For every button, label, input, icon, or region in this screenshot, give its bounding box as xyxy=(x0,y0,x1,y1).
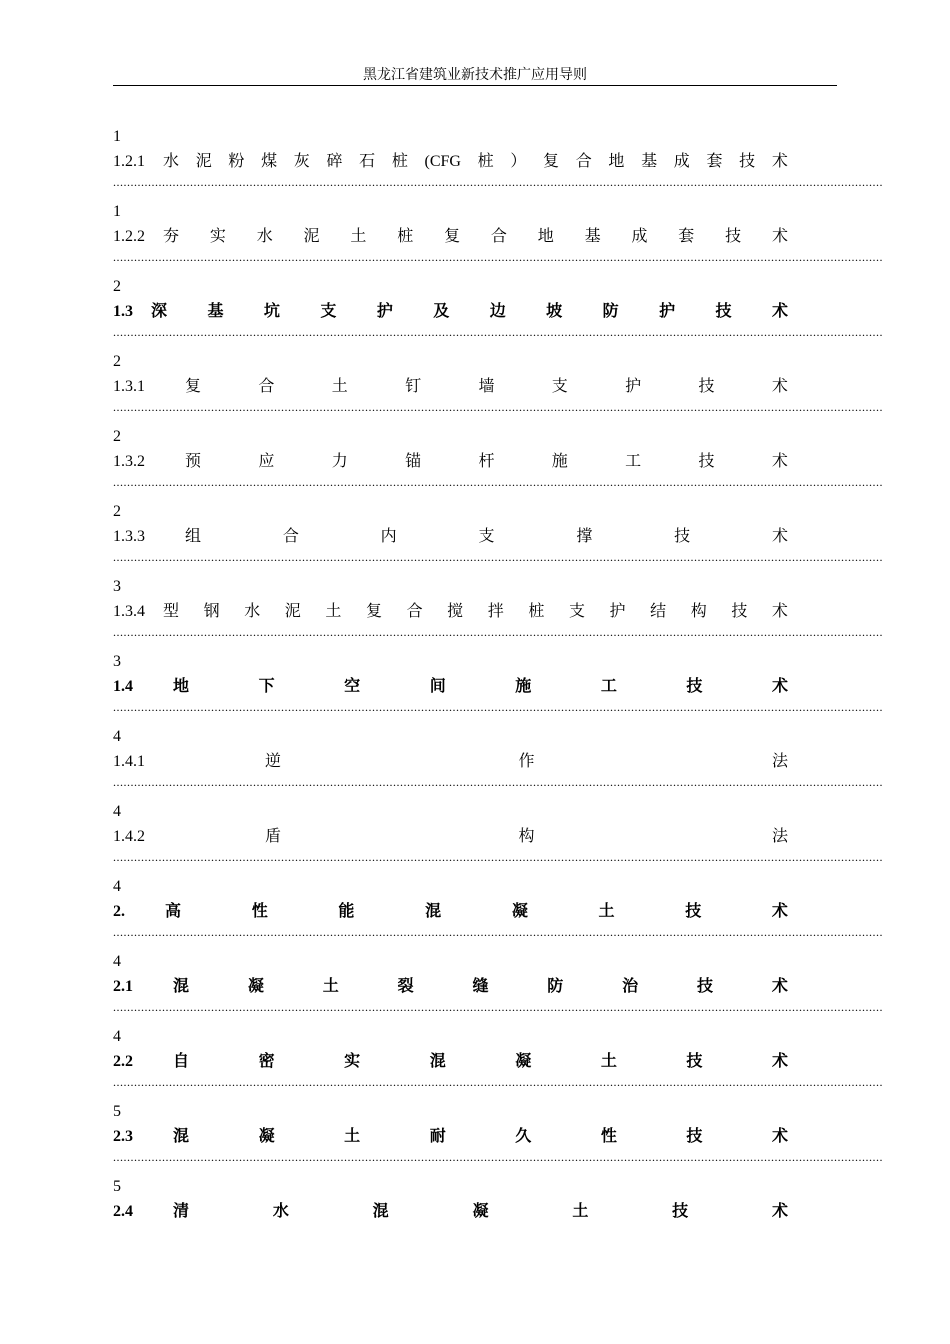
toc-title-char: 水 xyxy=(244,603,261,620)
toc-title-char: 墙 xyxy=(478,378,495,395)
toc-section-number: 2.3 xyxy=(113,1128,133,1145)
toc-title-char: 实 xyxy=(209,228,226,245)
toc-title-line xyxy=(113,1051,788,1073)
toc-entry[interactable] xyxy=(113,352,883,427)
toc-title-char: 钢 xyxy=(203,603,220,620)
toc-entry[interactable] xyxy=(113,952,883,1027)
toc-title-char: 术 xyxy=(771,528,788,545)
toc-leader-dots: ............................................................................................................................................................................................................................ xyxy=(113,850,883,864)
toc-title-line xyxy=(113,151,788,173)
toc-title-char: (CFG xyxy=(424,153,461,170)
toc-page-number: 5 xyxy=(113,1103,121,1120)
toc-title-char: 水 xyxy=(256,228,273,245)
toc-title-char: 应 xyxy=(258,453,275,470)
toc-title-char: 土 xyxy=(344,1128,361,1145)
toc-leader-dots: ............................................................................................................................................................................................................................ xyxy=(113,175,883,189)
toc-title-line xyxy=(113,976,788,998)
toc-title-char: 技 xyxy=(686,678,703,695)
toc-leader-dots: ............................................................................................................................................................................................................................ xyxy=(113,400,883,414)
toc-section-title xyxy=(133,1126,788,1148)
toc-title-line xyxy=(113,826,788,848)
toc-section-title xyxy=(133,676,788,698)
toc-leader-dots: ............................................................................................................................................................................................................................ xyxy=(113,1075,883,1089)
toc-leader-dots: ............................................................................................................................................................................................................................ xyxy=(113,775,883,789)
toc-title-char: 搅 xyxy=(447,603,464,620)
toc-title-char: 泥 xyxy=(195,153,212,170)
toc-title-char: 工 xyxy=(600,678,617,695)
toc-title-char: 凝 xyxy=(515,1053,532,1070)
toc-title-char: 水 xyxy=(272,1203,289,1220)
toc-title-char: 基 xyxy=(207,303,224,320)
toc-page-number: 1 xyxy=(113,203,121,220)
toc-title-char: 技 xyxy=(715,303,732,320)
toc-entry[interactable] xyxy=(113,1102,883,1177)
toc-title-char: 久 xyxy=(515,1128,532,1145)
toc-title-char: 术 xyxy=(771,978,788,995)
toc-title-line xyxy=(113,1201,788,1223)
toc-title-char: 构 xyxy=(690,603,707,620)
toc-title-char: 桩 xyxy=(397,228,414,245)
toc-title-line xyxy=(113,1126,788,1148)
toc-title-char: 清 xyxy=(173,1203,190,1220)
toc-title-char: 合 xyxy=(406,603,423,620)
toc-title-char: 石 xyxy=(359,153,376,170)
toc-title-char: 施 xyxy=(551,453,568,470)
toc-title-char: 耐 xyxy=(429,1128,446,1145)
toc-title-char: 泥 xyxy=(303,228,320,245)
toc-title-char: 支 xyxy=(551,378,568,395)
toc-section-number: 2.4 xyxy=(113,1203,133,1220)
toc-leader-dots: ............................................................................................................................................................................................................................ xyxy=(113,1150,883,1164)
toc-title-char: 逆 xyxy=(265,753,282,770)
toc-title-char: 水 xyxy=(163,153,180,170)
toc-leader-dots: ............................................................................................................................................................................................................................ xyxy=(113,1000,883,1014)
toc-title-char: 技 xyxy=(725,228,742,245)
toc-title-char: 锚 xyxy=(405,453,422,470)
toc-title-char: 术 xyxy=(771,603,788,620)
toc-section-number: 2.2 xyxy=(113,1053,133,1070)
toc-title-char: 间 xyxy=(429,678,446,695)
toc-title-char: 桩 xyxy=(477,153,494,170)
toc-entry[interactable] xyxy=(113,877,883,952)
toc-title-char: 盾 xyxy=(265,828,282,845)
toc-section-title xyxy=(133,1051,788,1073)
toc-title-line xyxy=(113,526,788,548)
toc-title-char: 坡 xyxy=(546,303,563,320)
toc-title-char: 深 xyxy=(151,303,168,320)
toc-title-line xyxy=(113,601,788,623)
toc-title-char: 能 xyxy=(338,903,355,920)
toc-title-char: 术 xyxy=(771,903,788,920)
toc-title-line xyxy=(113,676,788,698)
toc-title-char: 空 xyxy=(344,678,361,695)
toc-entry[interactable] xyxy=(113,1027,883,1102)
toc-entry[interactable] xyxy=(113,802,883,877)
toc-title-char: 术 xyxy=(771,1128,788,1145)
toc-title-char: 护 xyxy=(609,603,626,620)
toc-title-char: 复 xyxy=(543,153,560,170)
toc-title-char: 术 xyxy=(771,153,788,170)
toc-title-char: 泥 xyxy=(284,603,301,620)
toc-title-char: 混 xyxy=(173,1128,190,1145)
toc-entry[interactable] xyxy=(113,577,883,652)
toc-section-title xyxy=(145,526,788,548)
toc-title-char: 及 xyxy=(433,303,450,320)
toc-entry[interactable] xyxy=(113,202,883,277)
toc-page-number: 3 xyxy=(113,578,121,595)
toc-page-number: 2 xyxy=(113,353,121,370)
toc-section-title xyxy=(133,301,788,323)
toc-entry[interactable] xyxy=(113,1177,788,1237)
toc-title-char: 夯 xyxy=(163,228,180,245)
toc-page-number: 4 xyxy=(113,803,121,820)
toc-section-title xyxy=(145,601,788,623)
toc-title-char: 技 xyxy=(672,1203,689,1220)
toc-entry[interactable] xyxy=(113,277,883,352)
toc-title-char: 法 xyxy=(771,828,788,845)
toc-leader-dots: ............................................................................................................................................................................................................................ xyxy=(113,475,883,489)
toc-section-title xyxy=(145,226,788,248)
toc-section-number: 1.4.2 xyxy=(113,828,145,845)
toc-section-title xyxy=(145,826,788,848)
toc-page-number: 4 xyxy=(113,1028,121,1045)
toc-title-line xyxy=(113,301,788,323)
toc-title-char: 凝 xyxy=(247,978,264,995)
toc-title-char: 结 xyxy=(650,603,667,620)
toc-title-char: 坑 xyxy=(263,303,280,320)
toc-entry[interactable] xyxy=(113,502,883,577)
toc-title-char: 技 xyxy=(698,378,715,395)
toc-title-char: 凝 xyxy=(472,1203,489,1220)
toc-title-char: 术 xyxy=(771,303,788,320)
toc-title-char: 高 xyxy=(165,903,182,920)
toc-title-char: 地 xyxy=(537,228,554,245)
toc-title-char: 组 xyxy=(185,528,202,545)
toc-page-number: 2 xyxy=(113,428,121,445)
toc-title-char: 混 xyxy=(425,903,442,920)
toc-title-char: 术 xyxy=(771,453,788,470)
toc-title-char: 拌 xyxy=(487,603,504,620)
toc-title-char: 支 xyxy=(568,603,585,620)
toc-title-char: 碎 xyxy=(326,153,343,170)
toc-title-char: 型 xyxy=(163,603,180,620)
toc-section-number: 1.3 xyxy=(113,303,133,320)
toc-page-number: 1 xyxy=(113,128,121,145)
toc-leader-dots: ............................................................................................................................................................................................................................ xyxy=(113,625,883,639)
header-rule xyxy=(113,85,837,86)
toc-title-char: 土 xyxy=(350,228,367,245)
toc-page-number: 2 xyxy=(113,278,121,295)
toc-title-char: 合 xyxy=(282,528,299,545)
toc-title-char: 复 xyxy=(365,603,382,620)
toc-title-char: 力 xyxy=(331,453,348,470)
toc-page-number: 4 xyxy=(113,878,121,895)
toc-section-number: 1.2.2 xyxy=(113,228,145,245)
toc-title-char: 防 xyxy=(547,978,564,995)
toc-title-line xyxy=(113,751,788,773)
toc-page-number: 5 xyxy=(113,1178,121,1195)
toc-title-char: 技 xyxy=(686,1053,703,1070)
toc-title-char: 撑 xyxy=(576,528,593,545)
toc-title-char: 钉 xyxy=(405,378,422,395)
toc-title-char: 土 xyxy=(600,1053,617,1070)
toc-title-char: 护 xyxy=(376,303,393,320)
table-of-contents xyxy=(113,127,883,1237)
toc-section-number: 1.3.4 xyxy=(113,603,145,620)
toc-title-char: 混 xyxy=(173,978,190,995)
toc-title-char: 术 xyxy=(771,228,788,245)
toc-title-char: 桩 xyxy=(528,603,545,620)
toc-leader-dots: ............................................................................................................................................................................................................................ xyxy=(113,550,883,564)
toc-title-char: 下 xyxy=(258,678,275,695)
toc-title-char: 密 xyxy=(258,1053,275,1070)
toc-title-char: 技 xyxy=(697,978,714,995)
toc-section-number: 1.2.1 xyxy=(113,153,145,170)
toc-entry[interactable] xyxy=(113,427,883,502)
toc-section-number: 1.3.2 xyxy=(113,453,145,470)
toc-title-char: 桩 xyxy=(391,153,408,170)
toc-title-char: 基 xyxy=(641,153,658,170)
toc-title-char: 内 xyxy=(380,528,397,545)
toc-section-number: 1.3.3 xyxy=(113,528,145,545)
toc-section-title xyxy=(133,976,788,998)
toc-title-char: 地 xyxy=(608,153,625,170)
toc-title-char: ） xyxy=(510,153,527,170)
toc-title-char: 技 xyxy=(674,528,691,545)
toc-section-title xyxy=(145,451,788,473)
toc-title-char: 边 xyxy=(489,303,506,320)
toc-section-number: 1.3.1 xyxy=(113,378,145,395)
toc-leader-dots: ............................................................................................................................................................................................................................ xyxy=(113,325,883,339)
page-header: 黑龙江省建筑业新技术推广应用导则 xyxy=(363,68,587,83)
toc-leader-dots: ............................................................................................................................................................................................................................ xyxy=(113,700,883,714)
toc-title-char: 土 xyxy=(322,978,339,995)
toc-title-char: 防 xyxy=(602,303,619,320)
toc-title-char: 工 xyxy=(625,453,642,470)
toc-title-char: 技 xyxy=(731,603,748,620)
toc-title-char: 术 xyxy=(771,378,788,395)
toc-title-char: 粉 xyxy=(228,153,245,170)
toc-title-char: 复 xyxy=(444,228,461,245)
toc-title-char: 治 xyxy=(622,978,639,995)
toc-entry[interactable] xyxy=(113,727,883,802)
toc-title-char: 支 xyxy=(478,528,495,545)
toc-title-char: 缝 xyxy=(472,978,489,995)
toc-title-char: 地 xyxy=(173,678,190,695)
toc-section-number: 1.4.1 xyxy=(113,753,145,770)
toc-section-number: 1.4 xyxy=(113,678,133,695)
toc-title-char: 套 xyxy=(678,228,695,245)
toc-title-char: 混 xyxy=(429,1053,446,1070)
toc-title-char: 预 xyxy=(185,453,202,470)
toc-title-char: 护 xyxy=(625,378,642,395)
toc-section-title xyxy=(145,376,788,398)
toc-title-char: 基 xyxy=(584,228,601,245)
toc-title-char: 成 xyxy=(631,228,648,245)
toc-title-char: 支 xyxy=(320,303,337,320)
toc-entry[interactable] xyxy=(113,652,883,727)
toc-title-char: 裂 xyxy=(397,978,414,995)
toc-title-char: 合 xyxy=(575,153,592,170)
toc-title-char: 法 xyxy=(771,753,788,770)
toc-title-char: 构 xyxy=(518,828,535,845)
toc-title-char: 技 xyxy=(686,1128,703,1145)
toc-page-number: 3 xyxy=(113,653,121,670)
toc-section-number: 2.1 xyxy=(113,978,133,995)
toc-page-number: 2 xyxy=(113,503,121,520)
toc-title-char: 技 xyxy=(698,453,715,470)
toc-page-number: 4 xyxy=(113,728,121,745)
toc-title-char: 合 xyxy=(258,378,275,395)
toc-title-char: 护 xyxy=(659,303,676,320)
toc-title-char: 作 xyxy=(518,753,535,770)
toc-title-line xyxy=(113,451,788,473)
toc-section-title xyxy=(133,1201,788,1223)
toc-title-line xyxy=(113,901,788,923)
toc-title-char: 成 xyxy=(673,153,690,170)
toc-title-char: 土 xyxy=(331,378,348,395)
toc-title-char: 自 xyxy=(173,1053,190,1070)
toc-section-title xyxy=(125,901,788,923)
toc-title-char: 施 xyxy=(515,678,532,695)
toc-title-char: 杆 xyxy=(478,453,495,470)
toc-title-char: 实 xyxy=(344,1053,361,1070)
toc-title-char: 凝 xyxy=(258,1128,275,1145)
toc-title-char: 灰 xyxy=(293,153,310,170)
toc-leader-dots: ............................................................................................................................................................................................................................ xyxy=(113,250,883,264)
toc-title-char: 性 xyxy=(251,903,268,920)
toc-section-title xyxy=(145,751,788,773)
toc-title-line xyxy=(113,226,788,248)
toc-title-char: 技 xyxy=(685,903,702,920)
toc-title-char: 煤 xyxy=(261,153,278,170)
toc-title-char: 土 xyxy=(572,1203,589,1220)
toc-title-char: 复 xyxy=(185,378,202,395)
toc-title-char: 术 xyxy=(771,678,788,695)
toc-title-char: 混 xyxy=(372,1203,389,1220)
toc-title-char: 性 xyxy=(600,1128,617,1145)
toc-page-number: 4 xyxy=(113,953,121,970)
toc-leader-dots: ............................................................................................................................................................................................................................ xyxy=(113,925,883,939)
toc-title-char: 土 xyxy=(598,903,615,920)
toc-title-line xyxy=(113,376,788,398)
toc-title-char: 套 xyxy=(706,153,723,170)
toc-title-char: 术 xyxy=(771,1053,788,1070)
toc-title-char: 术 xyxy=(771,1203,788,1220)
toc-entry[interactable] xyxy=(113,127,883,202)
toc-title-char: 凝 xyxy=(511,903,528,920)
toc-title-char: 技 xyxy=(739,153,756,170)
toc-section-title xyxy=(145,151,788,173)
toc-title-char: 合 xyxy=(490,228,507,245)
toc-title-char: 土 xyxy=(325,603,342,620)
toc-section-number: 2. xyxy=(113,903,125,920)
